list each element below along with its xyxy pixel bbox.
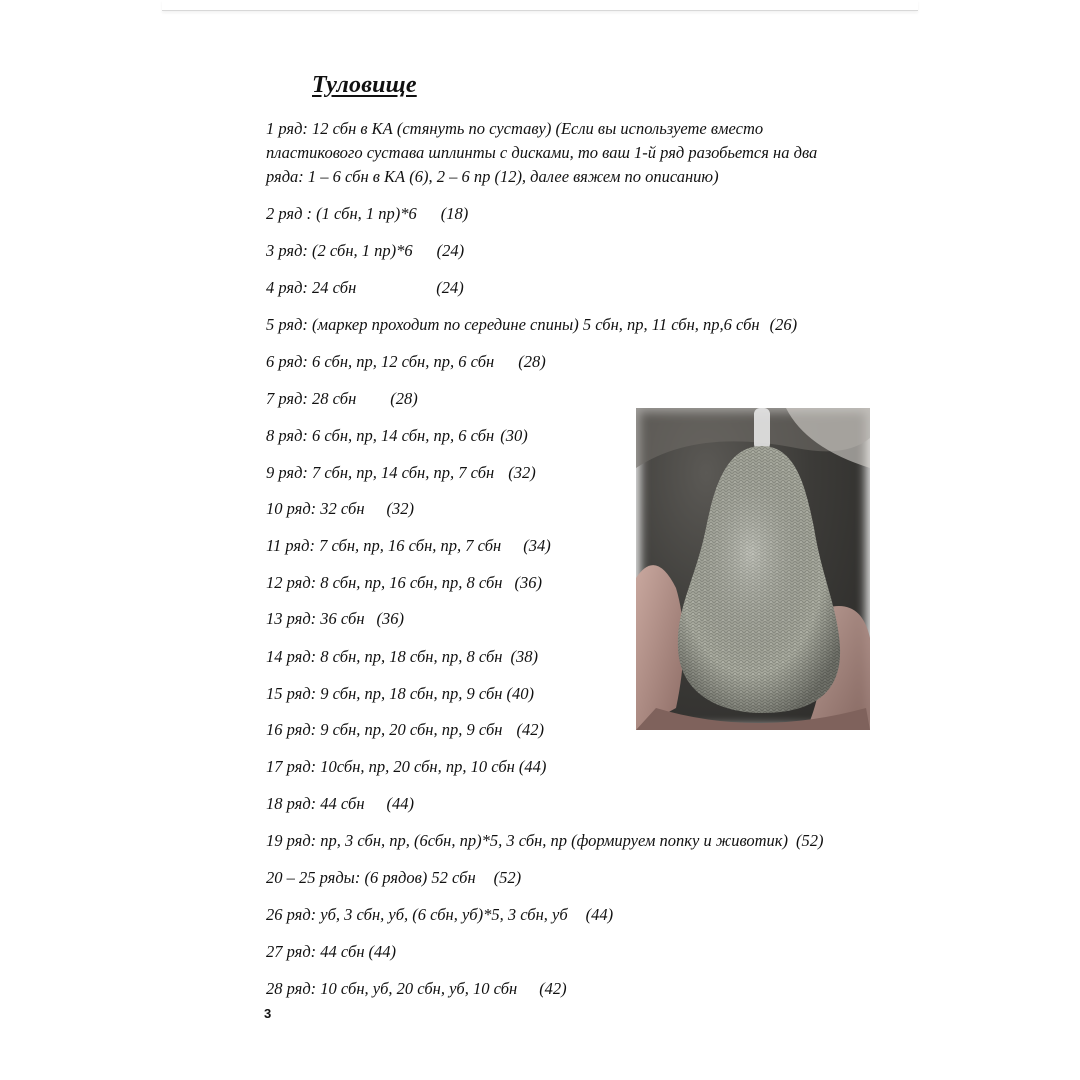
- pattern-row: [266, 978, 567, 1000]
- row-count: (44): [386, 794, 415, 813]
- row-count: (42): [516, 720, 544, 739]
- row-text: 27 ряд: 44 сбн: [266, 942, 365, 961]
- row-count: (44): [518, 757, 547, 776]
- row-count: (44): [585, 905, 614, 924]
- row-count: (34): [523, 536, 551, 555]
- row-text: 5 ряд: (маркер проходит по середине спины) 5 сбн, пр, 11 сбн, пр,6 сбн: [266, 315, 760, 334]
- pattern-row: [266, 793, 414, 815]
- row-count: (40): [506, 684, 534, 703]
- row-count: (36): [514, 573, 542, 592]
- pattern-row: [266, 572, 542, 594]
- pattern-row: [266, 388, 418, 410]
- row-text: 20 – 25 ряды: (6 рядов) 52 сбн: [266, 868, 476, 887]
- pattern-row: [266, 608, 404, 630]
- page-title: Туловище: [312, 72, 417, 98]
- intro-paragraph: [266, 117, 906, 189]
- row-text: 11 ряд: 7 сбн, пр, 16 сбн, пр, 7 сбн: [266, 536, 502, 555]
- row-text: 6 ряд: 6 сбн, пр, 12 сбн, пр, 6 сбн: [266, 352, 495, 371]
- row-text: 14 ряд: 8 сбн, пр, 18 сбн, пр, 8 сбн: [266, 647, 503, 666]
- row-count: (32): [386, 499, 415, 518]
- pattern-row: [266, 498, 414, 520]
- row-text: 28 ряд: 10 сбн, уб, 20 сбн, уб, 10 сбн: [266, 979, 518, 998]
- pattern-row: [266, 203, 468, 225]
- row-count: (26): [769, 315, 798, 334]
- row-text: 9 ряд: 7 сбн, пр, 14 сбн, пр, 7 сбн: [266, 463, 495, 482]
- row-count: (52): [796, 831, 824, 850]
- row-count: (24): [436, 278, 464, 297]
- intro-line: пластикового сустава шплинты с дисками, то ваш 1-й ряд разобьется на два: [266, 143, 818, 162]
- row-text: 13 ряд: 36 сбн: [266, 609, 365, 628]
- page-number: 3: [264, 1006, 272, 1021]
- row-text: 3 ряд: (2 сбн, 1 пр)*6: [266, 241, 413, 260]
- row-count: (24): [436, 241, 465, 260]
- pattern-row: [266, 535, 551, 557]
- row-text: 15 ряд: 9 сбн, пр, 18 сбн, пр, 9 сбн: [266, 684, 503, 703]
- row-text: 26 ряд: уб, 3 сбн, уб, (6 сбн, уб)*5, 3 сбн, уб: [266, 905, 568, 924]
- row-count: (28): [390, 389, 418, 408]
- pattern-row: [266, 867, 521, 889]
- pattern-row: [266, 314, 797, 336]
- row-count: (38): [510, 647, 538, 666]
- row-count: (28): [518, 352, 546, 371]
- row-count: (44): [368, 942, 397, 961]
- row-count: (42): [539, 979, 567, 998]
- pattern-row: [266, 351, 546, 373]
- pattern-row: [266, 756, 546, 778]
- row-count: (36): [376, 609, 405, 628]
- pattern-row: [266, 646, 538, 668]
- pattern-row: [266, 830, 824, 852]
- pattern-row: [266, 683, 534, 705]
- row-text: 2 ряд : (1 сбн, 1 пр)*6: [266, 204, 417, 223]
- row-text: 18 ряд: 44 сбн: [266, 794, 365, 813]
- row-count: (18): [440, 204, 469, 223]
- row-text: 17 ряд: 10сбн, пр, 20 сбн, пр, 10 сбн: [266, 757, 515, 776]
- crochet-body-photo: [636, 408, 870, 730]
- row-count: (30): [500, 426, 528, 445]
- pattern-row: [266, 277, 464, 299]
- row-text: 16 ряд: 9 сбн, пр, 20 сбн, пр, 9 сбн: [266, 720, 503, 739]
- row-count: (52): [493, 868, 522, 887]
- row-text: 7 ряд: 28 сбн: [266, 389, 357, 408]
- pattern-row: [266, 941, 396, 963]
- row-text: 19 ряд: пр, 3 сбн, пр, (6сбн, пр)*5, 3 сбн, пр (формируем попку и животик): [266, 831, 789, 850]
- intro-line: ряда: 1 – 6 сбн в КА (6), 2 – 6 пр (12), далее вяжем по описанию): [266, 167, 719, 186]
- intro-line: 1 ряд: 12 сбн в КА (стянуть по суставу) (Если вы используете вместо: [266, 119, 764, 138]
- crochet-body-illustration: [636, 408, 870, 730]
- pattern-row: [266, 240, 464, 262]
- pattern-row: [266, 425, 528, 447]
- pattern-row: [266, 462, 536, 484]
- row-count: (32): [508, 463, 536, 482]
- pattern-row: [266, 719, 544, 741]
- row-text: 12 ряд: 8 сбн, пр, 16 сбн, пр, 8 сбн: [266, 573, 503, 592]
- row-text: 4 ряд: 24 сбн: [266, 278, 357, 297]
- row-text: 10 ряд: 32 сбн: [266, 499, 365, 518]
- pattern-row: [266, 904, 613, 926]
- row-text: 8 ряд: 6 сбн, пр, 14 сбн, пр, 6 сбн: [266, 426, 495, 445]
